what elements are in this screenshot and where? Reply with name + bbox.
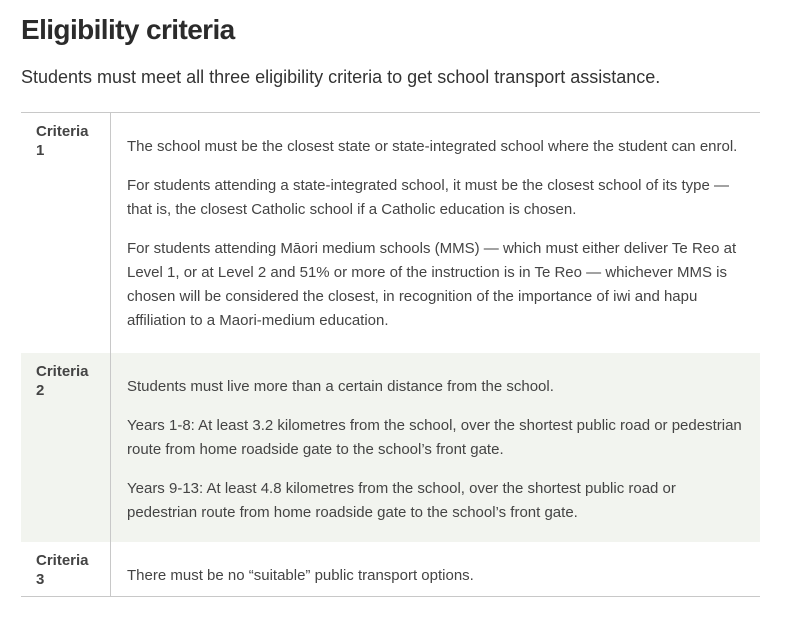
criteria-paragraph: For students attending Māori medium schools (MMS) — which must either deliver Te Reo at Level 1, or at Level 2 and 51% or more of the instruction is in Te Reo — whichever MMS is chosen will be considered the closest, in recognition of the importance of iwi and hapu affiliation to a Maori-medium education. — [127, 240, 737, 329]
criteria-label-word: Criteria — [36, 123, 89, 140]
criteria-label — [21, 353, 111, 542]
criteria-label-number: 2 — [36, 382, 45, 399]
criteria-row-3 — [21, 542, 760, 596]
criteria-paragraph: Years 1-8: At least 3.2 kilometres from the school, over the shortest public road or pedestrian route from home roadside gate to the school’s front gate. — [127, 417, 742, 458]
criteria-paragraph: For students attending a state-integrated school, it must be the closest school of its type — that is, the closest Catholic school if a Catholic education is chosen. — [127, 177, 729, 218]
intro-text: Students must meet all three eligibility criteria to get school transport assistance. — [21, 67, 661, 87]
criteria-label-word: Criteria — [36, 552, 89, 569]
criteria-paragraph: The school must be the closest state or state-integrated school where the student can enrol. — [127, 138, 738, 155]
criteria-row-1 — [21, 113, 760, 353]
criteria-content — [111, 113, 760, 353]
criteria-label-word: Criteria — [36, 363, 89, 380]
criteria-content — [111, 542, 760, 596]
criteria-label-number: 3 — [36, 571, 45, 588]
criteria-row-2 — [21, 353, 760, 542]
criteria-content — [111, 353, 760, 542]
criteria-paragraph: Years 9-13: At least 4.8 kilometres from the school, over the shortest public road or pedestrian route from home roadside gate to the school’s front gate. — [127, 480, 676, 521]
page-title: Eligibility criteria — [21, 14, 235, 45]
criteria-paragraph: Students must live more than a certain distance from the school. — [127, 378, 554, 395]
criteria-table — [21, 112, 760, 597]
criteria-label — [21, 113, 111, 353]
criteria-label — [21, 542, 111, 596]
criteria-paragraph: There must be no “suitable” public transport options. — [127, 567, 474, 584]
criteria-label-number: 1 — [36, 142, 45, 159]
